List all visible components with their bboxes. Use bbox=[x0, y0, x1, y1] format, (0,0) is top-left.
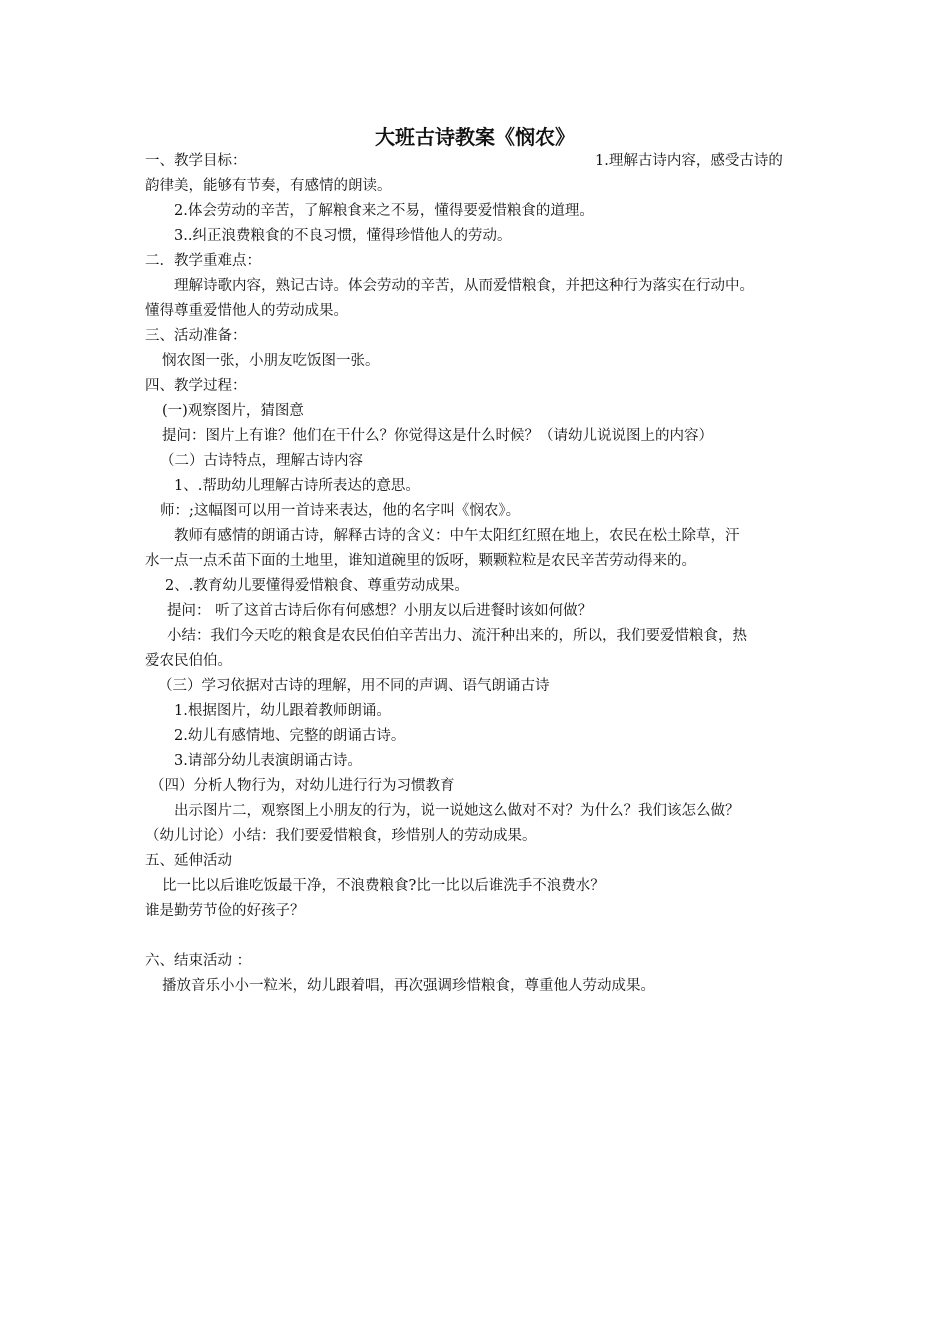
keypoints-text: 理解诗歌内容，熟记古诗。体会劳动的辛苦，从而爱惜粮食，并把这种行为落实在行动中。 bbox=[174, 278, 754, 294]
process-step-2-item-2: 2、.教育幼儿要懂得爱惜粮食、尊重劳动成果。 bbox=[165, 578, 469, 594]
process-step-2-summary: 小结：我们今天吃的粮食是农民伯伯辛苦出力、流汗种出来的，所以，我们要爱惜粮食，热 bbox=[167, 628, 747, 644]
process-step-4-heading: （四）分析人物行为，对幼儿进行行为习惯教育 bbox=[150, 778, 455, 794]
process-step-1-heading: (一)观察图片，猜图意 bbox=[162, 403, 304, 419]
section-heading-extension: 五、延伸活动 bbox=[145, 853, 232, 869]
goal-item-1: 1.理解古诗内容，感受古诗的 bbox=[595, 153, 783, 169]
extension-text: 比一比以后谁吃饭最干净，不浪费粮食?比一比以后谁洗手不浪费水？ bbox=[162, 878, 605, 894]
closing-text: 播放音乐小小一粒米，幼儿跟着唱，再次强调珍惜粮食，尊重他人劳动成果。 bbox=[162, 978, 655, 994]
section-heading-goals: 一、教学目标： bbox=[145, 153, 247, 169]
extension-text-cont: 谁是勤劳节俭的好孩子？ bbox=[145, 903, 305, 919]
process-step-3-item-1: 1.根据图片，幼儿跟着教师朗诵。 bbox=[174, 703, 391, 719]
section-heading-process: 四、教学过程： bbox=[145, 378, 247, 394]
process-step-2-recite: 教师有感情的朗诵古诗，解释古诗的含义：中午太阳红红照在地上，农民在松土除草，汗 bbox=[174, 528, 740, 544]
process-step-1-question: 提问：图片上有谁？他们在干什么？你觉得这是什么时候？（请幼儿说说图上的内容） bbox=[162, 428, 713, 444]
process-step-2-teacher: 师：;这幅图可以用一首诗来表达，他的名字叫《悯农》。 bbox=[160, 503, 521, 519]
section-heading-preparation: 三、活动准备： bbox=[145, 328, 247, 344]
process-step-2-recite-cont: 水一点一点禾苗下面的土地里，谁知道碗里的饭呀，颗颗粒粒是农民辛苦劳动得来的。 bbox=[145, 553, 696, 569]
goal-item-1-cont: 韵律美，能够有节奏，有感情的朗读。 bbox=[145, 178, 392, 194]
section-heading-closing: 六、结束活动 ： bbox=[145, 953, 252, 969]
process-step-2-question: 提问： 听了这首古诗后你有何感想？小朋友以后进餐时该如何做？ bbox=[167, 603, 593, 619]
preparation-text: 悯农图一张，小朋友吃饭图一张。 bbox=[162, 353, 380, 369]
goal-item-2: 2.体会劳动的辛苦，了解粮食来之不易，懂得要爱惜粮食的道理。 bbox=[174, 203, 594, 219]
document-title: 大班古诗教案《悯农》 bbox=[375, 125, 575, 149]
process-step-4-summary: （幼儿讨论）小结：我们要爱惜粮食，珍惜别人的劳动成果。 bbox=[145, 828, 537, 844]
process-step-2-summary-cont: 爱农民伯伯。 bbox=[145, 653, 232, 669]
process-step-4-text: 出示图片二，观察图上小朋友的行为，说一说她这么做对不对？为什么？我们该怎么做？ bbox=[174, 803, 740, 819]
section-heading-keypoints: 二．教学重难点： bbox=[145, 253, 261, 269]
process-step-2-item-1: 1、.帮助幼儿理解古诗所表达的意思。 bbox=[174, 478, 420, 494]
process-step-2-heading: （二）古诗特点，理解古诗内容 bbox=[160, 453, 363, 469]
process-step-3-item-2: 2.幼儿有感情地、完整的朗诵古诗。 bbox=[174, 728, 406, 744]
keypoints-text-cont: 懂得尊重爱惜他人的劳动成果。 bbox=[145, 303, 348, 319]
process-step-3-heading: （三）学习依据对古诗的理解，用不同的声调、语气朗诵古诗 bbox=[158, 678, 550, 694]
goal-item-3: 3..纠正浪费粮食的不良习惯，懂得珍惜他人的劳动。 bbox=[174, 228, 512, 244]
process-step-3-item-3: 3.请部分幼儿表演朗诵古诗。 bbox=[174, 753, 362, 769]
